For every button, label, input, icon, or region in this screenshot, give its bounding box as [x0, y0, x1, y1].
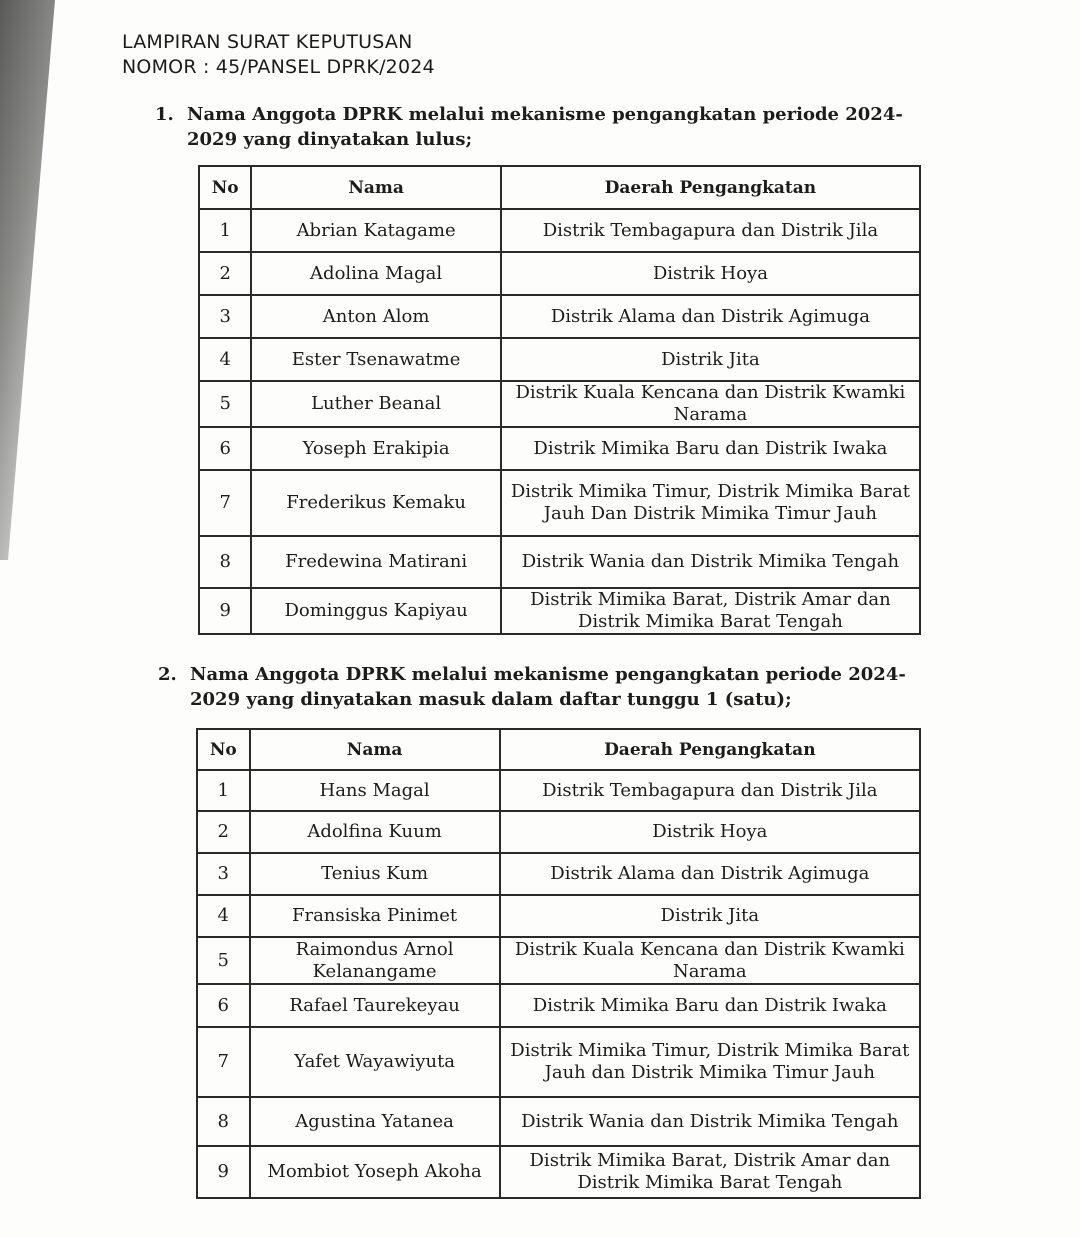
- cell-daerah: Distrik Hoya: [501, 252, 920, 295]
- cell-no: 9: [199, 588, 251, 634]
- section1-title: [155, 102, 903, 152]
- cell-daerah: Distrik Mimika Barat, Distrik Amar dan Distrik Mimika Barat Tengah: [500, 1146, 920, 1198]
- cell-nama: Luther Beanal: [251, 381, 500, 427]
- column-header-nama: Nama: [251, 166, 500, 209]
- cell-no: 3: [199, 295, 251, 338]
- cell-nama: Fransiska Pinimet: [250, 895, 500, 937]
- cell-no: 9: [197, 1146, 250, 1198]
- cell-no: 7: [199, 470, 251, 536]
- cell-no: 3: [197, 853, 250, 895]
- cell-daerah: Distrik Kuala Kencana dan Distrik Kwamki Narama: [500, 937, 920, 984]
- cell-daerah: Distrik Jita: [500, 895, 920, 937]
- cell-no: 1: [197, 770, 250, 811]
- table-row: [197, 984, 920, 1027]
- table-header-row: [199, 166, 920, 209]
- section1-title-line1: Nama Anggota DPRK melalui mekanisme pengangkatan periode 2024-: [187, 104, 903, 125]
- cell-no: 6: [199, 427, 251, 470]
- cell-nama: Agustina Yatanea: [250, 1097, 500, 1146]
- cell-no: 2: [197, 811, 250, 853]
- cell-daerah: Distrik Jita: [501, 338, 920, 381]
- cell-no: 1: [199, 209, 251, 252]
- cell-no: 8: [197, 1097, 250, 1146]
- cell-nama: Abrian Katagame: [251, 209, 500, 252]
- table-row: [197, 1146, 920, 1198]
- cell-no: 6: [197, 984, 250, 1027]
- column-header-no: No: [199, 166, 251, 209]
- section2-table: [196, 728, 921, 1199]
- section1-number: 1.: [155, 104, 174, 125]
- table-row: [197, 1097, 920, 1146]
- table-row: [199, 427, 920, 470]
- table-row: [199, 295, 920, 338]
- cell-no: 5: [199, 381, 251, 427]
- cell-nama: Dominggus Kapiyau: [251, 588, 500, 634]
- cell-daerah: Distrik Mimika Baru dan Distrik Iwaka: [501, 427, 920, 470]
- cell-nama: Hans Magal: [250, 770, 500, 811]
- cell-daerah: Distrik Mimika Barat, Distrik Amar dan Distrik Mimika Barat Tengah: [501, 588, 920, 634]
- column-header-daerah: Daerah Pengangkatan: [501, 166, 920, 209]
- table-row: [197, 811, 920, 853]
- cell-nama: Yafet Wayawiyuta: [250, 1027, 500, 1097]
- table-row: [199, 209, 920, 252]
- cell-no: 5: [197, 937, 250, 984]
- table-row: [199, 470, 920, 536]
- cell-nama: Tenius Kum: [250, 853, 500, 895]
- section2-number: 2.: [158, 664, 177, 685]
- cell-daerah: Distrik Kuala Kencana dan Distrik Kwamki Narama: [501, 381, 920, 427]
- cell-daerah: Distrik Hoya: [500, 811, 920, 853]
- cell-daerah: Distrik Tembagapura dan Distrik Jila: [500, 770, 920, 811]
- cell-nama: Frederikus Kemaku: [251, 470, 500, 536]
- column-header-daerah: Daerah Pengangkatan: [500, 729, 920, 770]
- table-row: [199, 588, 920, 634]
- cell-nama: Yoseph Erakipia: [251, 427, 500, 470]
- table-row: [197, 1027, 920, 1097]
- cell-nama: Fredewina Matirani: [251, 536, 500, 588]
- cell-nama: Adolfina Kuum: [250, 811, 500, 853]
- cell-nama: Mombiot Yoseph Akoha: [250, 1146, 500, 1198]
- cell-no: 4: [199, 338, 251, 381]
- cell-nama: Adolina Magal: [251, 252, 500, 295]
- section2-title-line1: Nama Anggota DPRK melalui mekanisme pengangkatan periode 2024-: [190, 664, 906, 685]
- column-header-no: No: [197, 729, 250, 770]
- cell-no: 4: [197, 895, 250, 937]
- cell-nama: Anton Alom: [251, 295, 500, 338]
- section2-title-line2: 2029 yang dinyatakan masuk dalam daftar tunggu 1 (satu);: [190, 689, 792, 710]
- cell-nama: Raimondus Arnol Kelanangame: [250, 937, 500, 984]
- section1-title-line2: 2029 yang dinyatakan lulus;: [187, 129, 473, 150]
- table-row: [199, 338, 920, 381]
- cell-no: 2: [199, 252, 251, 295]
- cell-daerah: Distrik Alama dan Distrik Agimuga: [501, 295, 920, 338]
- cell-daerah: Distrik Mimika Timur, Distrik Mimika Barat Jauh Dan Distrik Mimika Timur Jauh: [501, 470, 920, 536]
- document-header: [122, 30, 435, 80]
- table-row: [197, 770, 920, 811]
- table-row: [199, 381, 920, 427]
- cell-daerah: Distrik Tembagapura dan Distrik Jila: [501, 209, 920, 252]
- cell-nama: Rafael Taurekeyau: [250, 984, 500, 1027]
- cell-daerah: Distrik Mimika Timur, Distrik Mimika Barat Jauh dan Distrik Mimika Timur Jauh: [500, 1027, 920, 1097]
- table-row: [197, 895, 920, 937]
- table-row: [197, 853, 920, 895]
- column-header-nama: Nama: [250, 729, 500, 770]
- table-row: [199, 252, 920, 295]
- cell-daerah: Distrik Mimika Baru dan Distrik Iwaka: [500, 984, 920, 1027]
- table-row: [197, 937, 920, 984]
- header-title: LAMPIRAN SURAT KEPUTUSAN: [122, 31, 413, 53]
- cell-daerah: Distrik Wania dan Distrik Mimika Tengah: [500, 1097, 920, 1146]
- section1-table: [198, 165, 921, 635]
- page-edge-shadow: [0, 0, 60, 560]
- table-header-row: [197, 729, 920, 770]
- table-row: [199, 536, 920, 588]
- cell-no: 7: [197, 1027, 250, 1097]
- section2-title: [158, 662, 906, 712]
- cell-daerah: Distrik Wania dan Distrik Mimika Tengah: [501, 536, 920, 588]
- cell-daerah: Distrik Alama dan Distrik Agimuga: [500, 853, 920, 895]
- header-number: NOMOR : 45/PANSEL DPRK/2024: [122, 56, 435, 78]
- cell-no: 8: [199, 536, 251, 588]
- cell-nama: Ester Tsenawatme: [251, 338, 500, 381]
